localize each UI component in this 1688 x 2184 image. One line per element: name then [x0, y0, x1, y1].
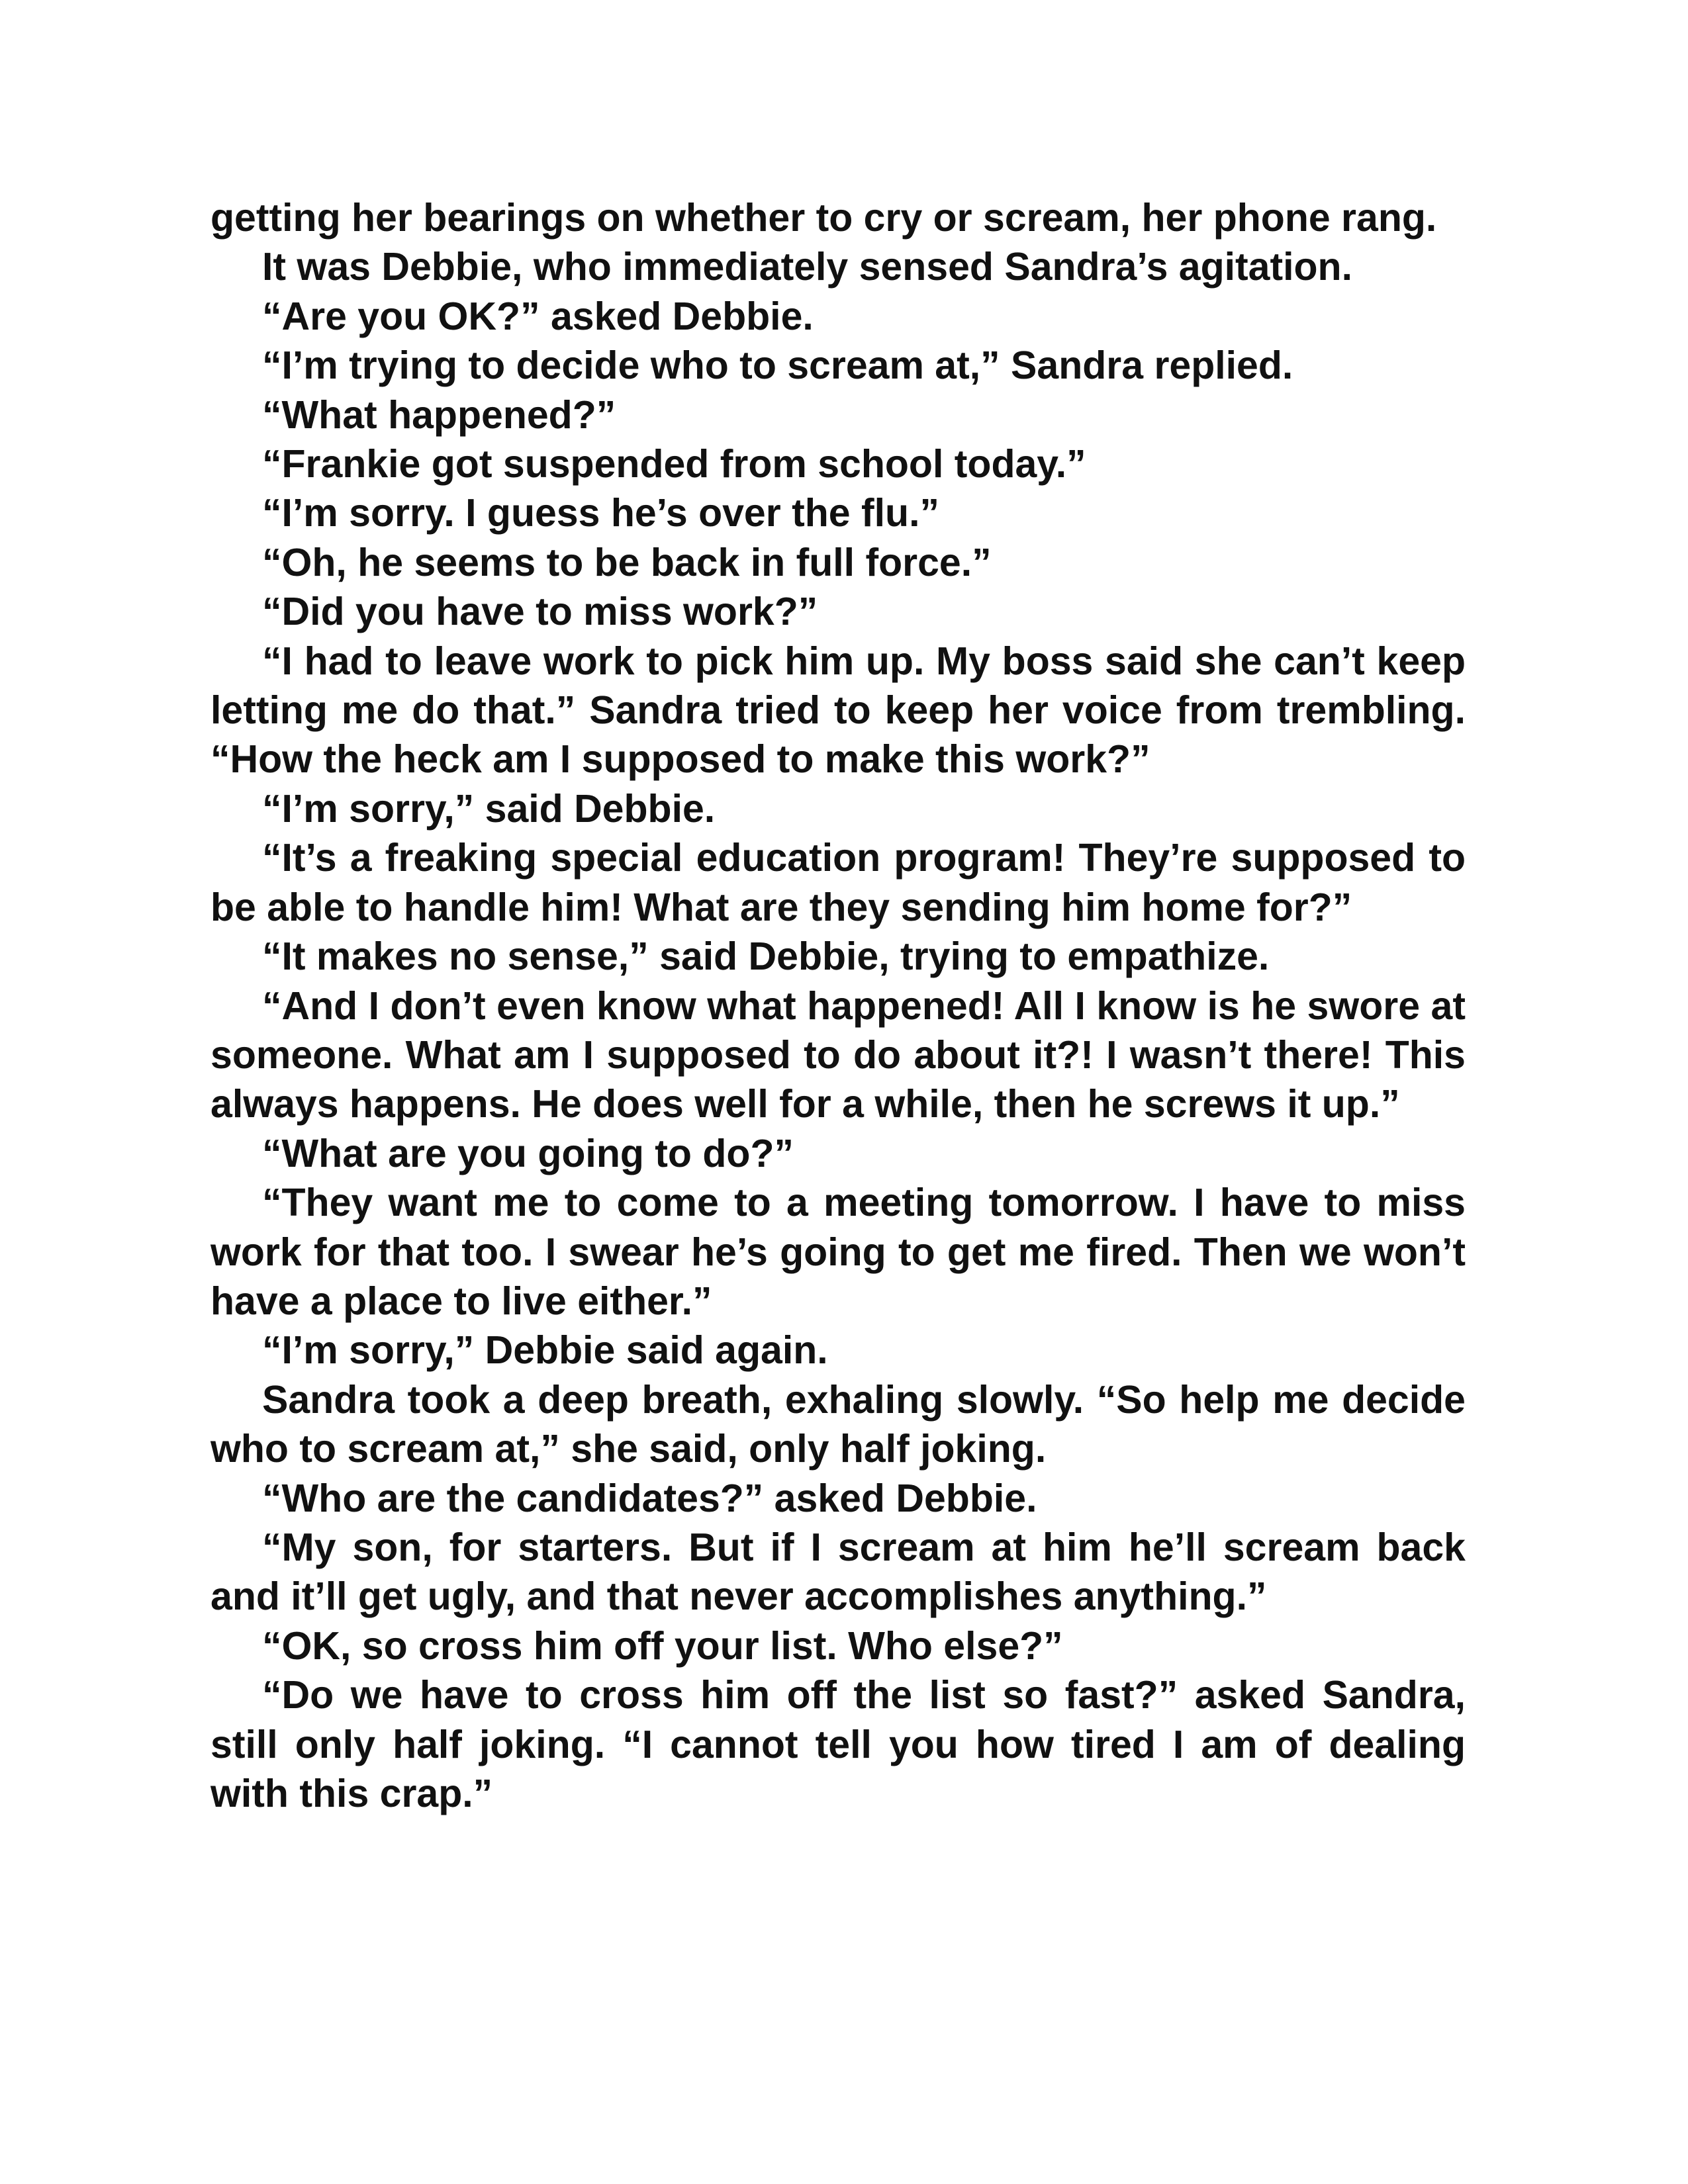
paragraph: “I’m sorry,” said Debbie.: [262, 786, 716, 831]
paragraph: “I’m sorry. I guess he’s over the flu.”: [262, 491, 939, 535]
paragraph: “It’s a freaking special education program! They’re supposed to be able to handle him! What are they sending him home for?”: [211, 836, 1466, 929]
paragraph: “It makes no sense,” said Debbie, trying to empathize.: [262, 934, 1270, 979]
paragraph: “OK, so cross him off your list. Who else?”: [262, 1623, 1063, 1668]
body-text: [211, 193, 1466, 1818]
paragraph: “I’m sorry,” Debbie said again.: [262, 1328, 828, 1373]
paragraph: “I’m trying to decide who to scream at,” Sandra replied.: [262, 343, 1293, 388]
paragraph: “What are you going to do?”: [262, 1131, 794, 1175]
paragraph: getting her bearings on whether to cry or scream, her phone rang.: [211, 196, 1437, 240]
paragraph: It was Debbie, who immediately sensed Sandra’s agitation.: [262, 245, 1352, 289]
paragraph: “Are you OK?” asked Debbie.: [262, 294, 814, 338]
paragraph: Sandra took a deep breath, exhaling slowly. “So help me decide who to scream at,” she said, only half joking.: [211, 1377, 1466, 1471]
paragraph: “Frankie got suspended from school today.”: [262, 442, 1086, 486]
paragraph: “They want me to come to a meeting tomorrow. I have to miss work for that too. I swear he’s going to get me fired. Then we won’t have a place to live either.”: [211, 1181, 1466, 1323]
paragraph: “Did you have to miss work?”: [262, 590, 818, 634]
paragraph: “And I don’t even know what happened! All I know is he swore at someone. What am I supposed to do about it?! I wasn’t there! This always happens. He does well for a while, then he screws it up.”: [211, 983, 1466, 1126]
paragraph: “Do we have to cross him off the list so fast?” asked Sandra, still only half joking. “I cannot tell you how tired I am of dealing with this crap.”: [211, 1673, 1466, 1815]
paragraph: “I had to leave work to pick him up. My boss said she can’t keep letting me do that.” Sandra tried to keep her voice from trembling. “How the heck am I supposed to make this work?”: [211, 639, 1466, 782]
paragraph: “What happened?”: [262, 392, 616, 437]
paragraph: “Who are the candidates?” asked Debbie.: [262, 1476, 1037, 1520]
paragraph: “My son, for starters. But if I scream at him he’ll scream back and it’ll get ugly, and that never accomplishes anything.”: [211, 1525, 1466, 1619]
paragraph: “Oh, he seems to be back in full force.”: [262, 540, 992, 584]
